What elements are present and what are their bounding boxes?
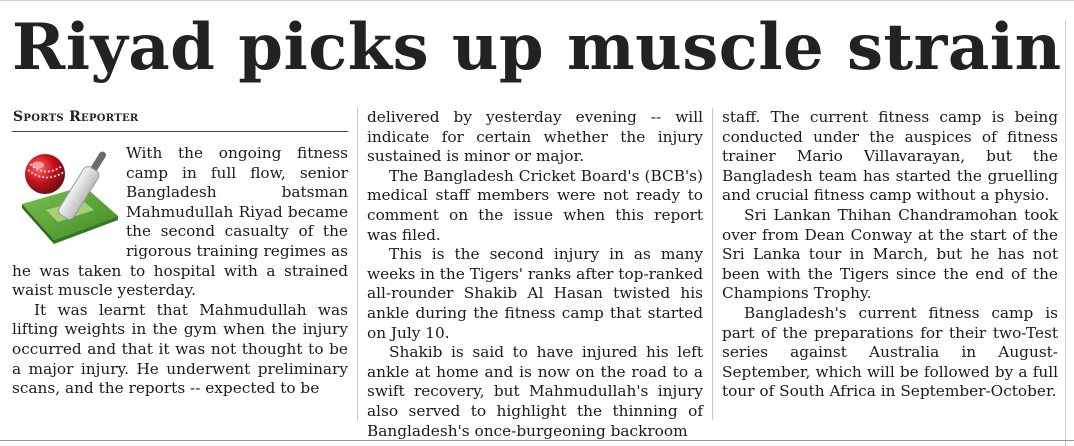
bottom-rule — [0, 440, 1074, 441]
paragraph: Sri Lankan Thihan Chandramohan took over from Dean Conway at the start of the Sri Lanka tour in March, but he has not been with the Tigers since the end of the Champions Trophy. — [722, 205, 1058, 303]
byline: Sports Reporter — [13, 109, 139, 125]
column-separator — [712, 108, 713, 420]
article-column-1 — [12, 144, 348, 399]
paragraph: staff. The current fitness camp is being conducted under the auspices of fitness trainer Mario Villavarayan, but the Bangladesh team has started the gruelling and crucial fitness camp without a physio. — [722, 108, 1058, 205]
byline-rule — [12, 131, 348, 132]
paragraph: It was learnt that Mahmudullah was lifting weights in the gym when the injury occurred and that it was not thought to be a major injury. He underwent preliminary scans, and the reports -- expected to be — [12, 300, 348, 398]
article-column-3 — [722, 108, 1058, 402]
paragraph: Shakib is said to have injured his left ankle at home and is now on the road to a swift recovery, but Mahmudullah's injury also served to highlight the thinning of Bangladesh's once-burgeoning backroom — [367, 343, 703, 440]
paragraph: With the ongoing fitness camp in full flow, senior Bangladesh batsman Mahmudullah Riyad became the second casualty of the rigorous training regimes as he was taken to hospital with a strained waist muscle yesterday. — [12, 144, 348, 300]
paragraph: delivered by yesterday evening -- will indicate for certain whether the injury sustained is minor or major. — [367, 108, 703, 166]
headline: Riyad picks up muscle strain — [12, 10, 1062, 85]
column-separator — [357, 108, 358, 420]
article-column-2 — [367, 108, 703, 441]
paragraph: This is the second injury in as many weeks in the Tigers' ranks after top-ranked all-rounder Shakib Al Hasan twisted his ankle during the fitness camp that started on July 10. — [367, 245, 704, 342]
page-edge-rule — [1065, 20, 1066, 446]
paragraph: The Bangladesh Cricket Board's (BCB's) medical staff members were not ready to comment on the issue when this report was filed. — [367, 166, 703, 244]
top-rule — [0, 0, 1074, 1]
paragraph: Bangladesh's current fitness camp is part of the preparations for their two-Test series against Australia in August-September, which will be followed by a full tour of South Africa in September-October. — [722, 303, 1058, 401]
cricket-ball-and-bat-icon — [12, 144, 122, 246]
